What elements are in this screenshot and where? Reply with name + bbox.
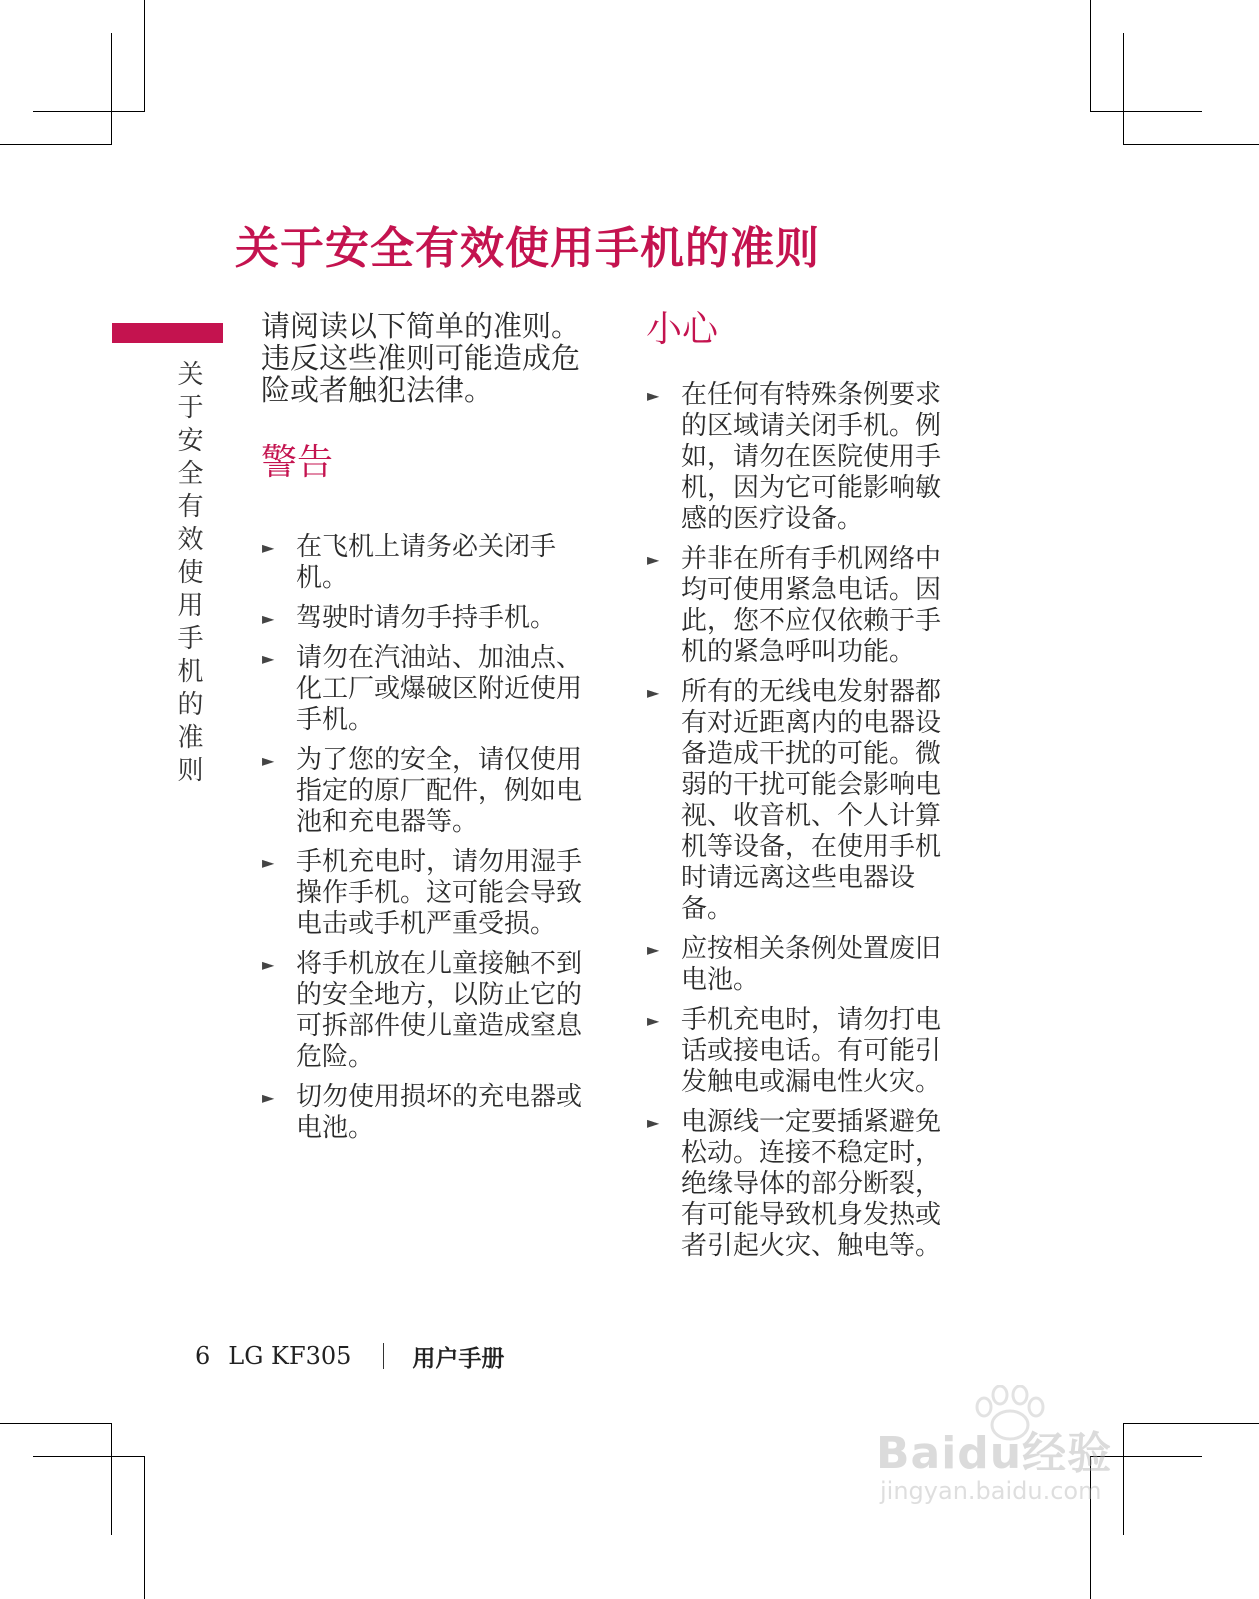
list-item: ► 在飞机上请务必关闭手机。 xyxy=(262,532,557,593)
bullet-icon: ► xyxy=(262,649,275,668)
bullet-icon: ► xyxy=(262,955,275,974)
list-item: ► 将手机放在儿童接触不到的安全地方，以防止它的可拆部件使儿童造成窒息危险。 xyxy=(262,949,583,1072)
list-item: ► 并非在所有手机网络中均可使用紧急电话。因此，您不应仅依赖于手机的紧急呼叫功能。 xyxy=(647,544,942,667)
warning-heading: 警告 xyxy=(261,442,334,483)
bullet-icon: ► xyxy=(262,751,275,770)
side-tab-bar xyxy=(112,323,223,343)
side-tab-label: 关于安全有效使用手机的准则 xyxy=(173,360,203,789)
list-item: ► 手机充电时，请勿用湿手操作手机。这可能会导致电击或手机严重受损。 xyxy=(262,847,583,939)
crop-mark xyxy=(144,1456,145,1599)
bullet-icon: ► xyxy=(647,1011,660,1030)
bullet-icon: ► xyxy=(647,940,660,959)
footer-divider xyxy=(383,1343,384,1369)
page-title: 关于安全有效使用手机的准则 xyxy=(235,223,820,274)
list-item: ► 电源线一定要插紧避免松动。连接不稳定时，绝缘导体的部分断裂，有可能导致机身发热或者引起火灾、触电等。 xyxy=(647,1107,942,1261)
bullet-icon: ► xyxy=(262,609,275,628)
caution-heading: 小心 xyxy=(646,309,719,350)
caution-list xyxy=(647,380,965,1271)
bullet-icon: ► xyxy=(647,386,660,405)
list-item: ► 手机充电时，请勿打电话或接电话。有可能引发触电或漏电性火灾。 xyxy=(647,1005,942,1097)
list-item: ► 请勿在汽油站、加油点、化工厂或爆破区附近使用手机。 xyxy=(262,643,583,735)
list-item: ► 为了您的安全，请仅使用指定的原厂配件，例如电池和充电器等。 xyxy=(262,745,583,837)
crop-mark xyxy=(144,0,145,112)
bullet-icon: ► xyxy=(262,853,275,872)
crop-mark xyxy=(1123,33,1124,145)
bullet-icon: ► xyxy=(647,550,660,569)
bullet-icon: ► xyxy=(647,683,660,702)
page-number: 6 xyxy=(195,1342,211,1370)
bullet-icon: ► xyxy=(647,1113,660,1132)
crop-mark xyxy=(1123,144,1259,145)
crop-mark xyxy=(111,1423,112,1535)
crop-mark xyxy=(33,111,145,112)
bullet-icon: ► xyxy=(262,1088,275,1107)
watermark-url: jingyan.baidu.com xyxy=(880,1477,1102,1505)
watermark-logo: Baidu经验 xyxy=(876,1428,1113,1479)
crop-mark xyxy=(1090,0,1091,112)
list-item: ► 切勿使用损坏的充电器或电池。 xyxy=(262,1082,583,1143)
warning-list xyxy=(262,532,592,1153)
intro-paragraph: 请阅读以下简单的准则。违反这些准则可能造成危险或者触犯法律。 xyxy=(261,309,581,407)
baidu-watermark xyxy=(870,1385,1170,1515)
list-item: ► 应按相关条例处置废旧电池。 xyxy=(647,934,942,995)
crop-mark xyxy=(1090,111,1202,112)
crop-mark xyxy=(111,33,112,145)
manual-label: 用户手册 xyxy=(412,1345,505,1372)
list-item: ► 驾驶时请勿手持手机。 xyxy=(262,603,557,633)
bullet-icon: ► xyxy=(262,538,275,557)
crop-mark xyxy=(0,1423,112,1424)
list-item: ► 在任何有特殊条例要求的区域请关闭手机。例如，请勿在医院使用手机，因为它可能影响敏感的医疗设备。 xyxy=(647,380,942,534)
model-name: LG KF305 xyxy=(228,1342,352,1370)
page-footer xyxy=(195,1338,504,1374)
list-item: ► 所有的无线电发射器都有对近距离内的电器设备造成干扰的可能。微弱的干扰可能会影响电视、收音机、个人计算机等设备，在使用手机时请远离这些电器设备。 xyxy=(647,677,942,924)
crop-mark xyxy=(0,144,112,145)
crop-mark xyxy=(33,1456,145,1457)
